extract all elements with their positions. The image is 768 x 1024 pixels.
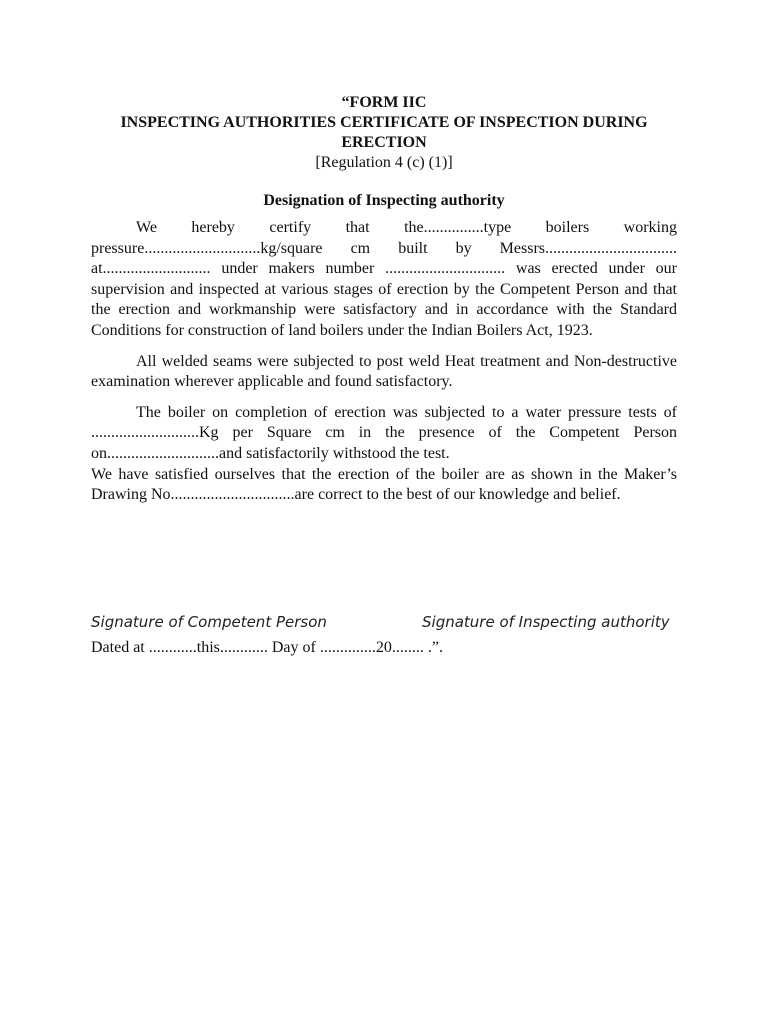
welded-seams-paragraph: All welded seams were subjected to post weld Heat treatment and Non-destructive examination wherever applicable and found satisfactory. xyxy=(91,352,677,391)
drawing-confirmation-paragraph: We have satisfied ourselves that the erection of the boiler are as shown in the Maker’s Drawing No...............................are correct to the best of our knowledge and belief. xyxy=(91,465,677,504)
form-header xyxy=(91,93,677,153)
designation-heading: Designation of Inspecting authority xyxy=(263,192,505,209)
pressure-test-paragraph: The boiler on completion of erection was subjected to a water pressure tests of ...........................Kg per Square cm in the presence of the Competent Person on............................and satisfactorily withstood the test. xyxy=(91,403,677,462)
form-title-line-1: INSPECTING AUTHORITIES CERTIFICATE OF INSPECTION DURING xyxy=(120,114,648,131)
competent-person-signature-label: Signature of Competent Person xyxy=(91,613,327,631)
inspecting-authority-signature-label: Signature of Inspecting authority xyxy=(422,613,670,631)
dated-line: Dated at ............this............ Day of ..............20........ .”. xyxy=(91,639,443,656)
regulation-reference: [Regulation 4 (c) (1)] xyxy=(315,154,453,171)
certificate-page xyxy=(91,93,677,656)
form-number: “FORM IIC xyxy=(341,94,427,111)
certification-paragraph: We hereby certify that the...............type boilers working pressure.............................kg/square cm built by Messrs................................. at........................... under makers number .............................. was erected under our supervision and inspected at various stages of erection by the Competent Person and that the erection and workmanship were satisfactory and in accordance with the Standard Conditions for construction of land boilers under the Indian Boilers Act, 1923. xyxy=(91,219,677,339)
form-title-line-2: ERECTION xyxy=(341,134,427,151)
